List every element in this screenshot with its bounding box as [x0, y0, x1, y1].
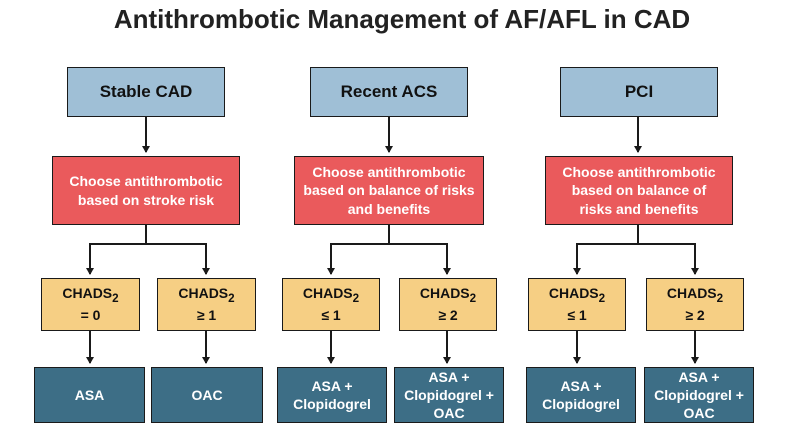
chads-label: $CHADS_2$ [419, 285, 477, 306]
therapy-box-pci-high: ASA + Clopidogrel + OAC [644, 367, 754, 423]
therapy-box-recent-acs-high: ASA + Clopidogrel + OAC [394, 367, 504, 423]
chads-label: $CHADS_2$ [302, 285, 360, 306]
arrow-decision-to-chads-2b [389, 244, 447, 274]
therapy-box-stable-cad-low: ASA [34, 367, 145, 423]
chads-value: ≤ 1 [321, 307, 341, 324]
chads-value: ≥ 2 [438, 307, 458, 324]
header-recent-acs: Recent ACS [310, 67, 468, 117]
chads-box-pci-high [646, 278, 744, 331]
decision-box-pci: Choose antithrombotic based on balance of risks and benefits [545, 156, 733, 225]
chads-value: ≥ 1 [196, 307, 217, 324]
decision-box-recent-acs: Choose antithrombotic based on balance of risks and benefits [294, 156, 484, 225]
chads-box-recent-acs-low [282, 278, 380, 331]
arrow-decision-to-chads-1b [146, 244, 206, 274]
chads-label: $CHADS_2$ [666, 285, 724, 306]
chads-box-stable-cad-low [41, 278, 140, 331]
chads-box-pci-low [528, 278, 626, 331]
therapy-box-recent-acs-low: ASA + Clopidogrel [277, 367, 387, 423]
chads-value: = 0 [80, 307, 101, 324]
chads-box-stable-cad-high [157, 278, 256, 331]
decision-box-stable-cad: Choose antithrombotic based on stroke risk [52, 156, 240, 225]
chads-label: $CHADS_2$ [548, 285, 606, 306]
chads-label: $CHADS_2$ [62, 285, 119, 306]
chads-value: ≥ 2 [685, 307, 705, 324]
arrow-decision-to-chads-3a [577, 225, 638, 274]
therapy-box-stable-cad-high: OAC [151, 367, 263, 423]
therapy-box-pci-low: ASA + Clopidogrel [526, 367, 636, 423]
header-pci: PCI [560, 67, 718, 117]
chads-value: ≤ 1 [567, 307, 587, 324]
diagram-title: Antithrombotic Management of AF/AFL in CAD [113, 4, 691, 34]
header-stable-cad: Stable CAD [67, 67, 225, 117]
chads-label: $CHADS_2$ [178, 285, 235, 306]
arrow-decision-to-chads-3b [638, 244, 695, 274]
arrow-decision-to-chads-2a [331, 225, 389, 274]
arrow-decision-to-chads-1a [90, 225, 146, 274]
chads-box-recent-acs-high [399, 278, 497, 331]
